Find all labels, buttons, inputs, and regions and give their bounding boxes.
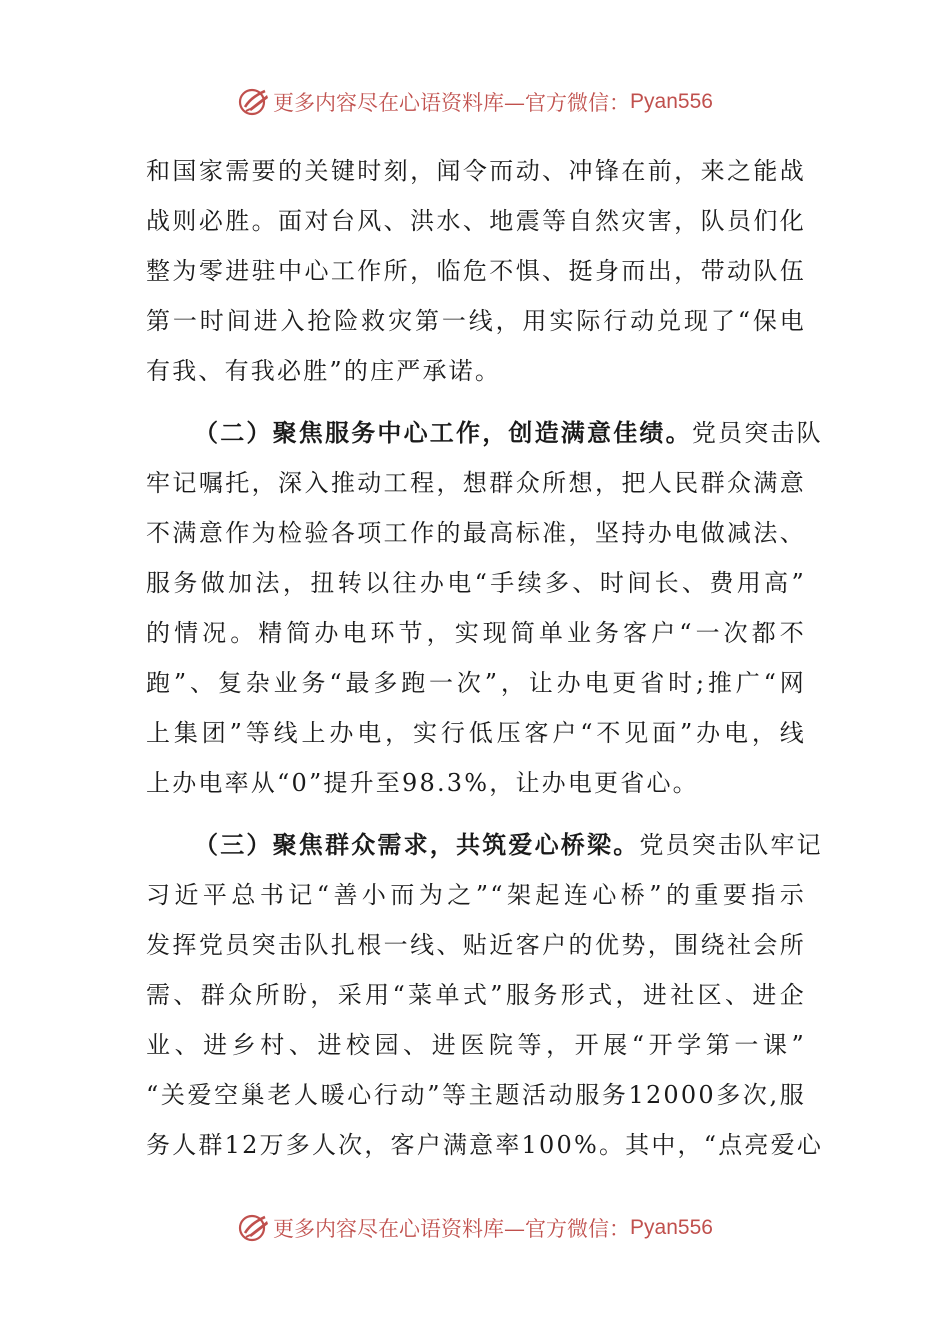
banner-text: 更多内容尽在心语资料库—官方微信： [273, 1217, 631, 1241]
text-line: 习近平总书记“善小而为之”“架起连心桥”的重要指示 [146, 881, 806, 909]
paragraph-1 [146, 146, 806, 396]
text-line: 需、群众所盼，采用“菜单式”服务形式，进社区、进企 [146, 981, 806, 1009]
text-line: 牢记嘱托，深入推动工程，想群众所想，把人民群众满意 [146, 469, 806, 497]
text-line: 上集团”等线上办电，实行低压客户“不见面”办电，线 [146, 719, 806, 747]
text-line: 不满意作为检验各项工作的最高标准，坚持办电做减法、 [146, 519, 806, 547]
text-line: 第一时间进入抢险救灾第一线，用实际行动兑现了“保电 [146, 307, 806, 335]
text-line: 业、进乡村、进校园、进医院等，开展“开学第一课” [146, 1031, 806, 1059]
text-line [146, 820, 823, 870]
banner-wechat-id: Pyan556 [630, 90, 713, 113]
text-line: “关爱空巢老人暖心行动”等主题活动服务12000多次,服 [146, 1081, 806, 1109]
pen-logo-icon [237, 1211, 271, 1245]
text-line: 的情况。精简办电环节，实现简单业务客户“一次都不 [146, 619, 806, 647]
text-run: 党员突击队牢记 [639, 831, 823, 859]
text-line: 和国家需要的关键时刻，闻令而动、冲锋在前，来之能战 [146, 157, 806, 185]
text-line: 有我、有我必胜”的庄严承诺。 [146, 357, 502, 385]
paragraph-2 [146, 408, 823, 808]
section-heading: （二）聚焦服务中心工作，创造满意佳绩。 [194, 418, 692, 447]
header-banner [0, 80, 950, 124]
document-body [146, 146, 824, 1182]
text-run: 党员突击队 [691, 419, 823, 447]
text-line: 服务做加法，扭转以往办电“手续多、时间长、费用高” [146, 569, 806, 597]
banner-wechat-id: Pyan556 [630, 1216, 713, 1239]
banner-text: 更多内容尽在心语资料库—官方微信： [273, 91, 631, 115]
text-line [146, 408, 823, 458]
text-line: 整为零进驻中心工作所，临危不惧、挺身而出，带动队伍 [146, 257, 806, 285]
text-line: 发挥党员突击队扎根一线、贴近客户的优势，围绕社会所 [146, 931, 806, 959]
footer-banner [0, 1206, 950, 1250]
pen-logo-icon [237, 85, 271, 119]
text-line: 务人群12万多人次，客户满意率100%。其中，“点亮爱心 [146, 1131, 824, 1159]
text-line: 战则必胜。面对台风、洪水、地震等自然灾害，队员们化 [146, 207, 806, 235]
text-line: 上办电率从“0”提升至98.3%，让办电更省心。 [146, 769, 699, 797]
text-line: 跑”、复杂业务“最多跑一次”，让办电更省时;推广“网 [146, 669, 806, 697]
section-heading: （三）聚焦群众需求，共筑爱心桥梁。 [194, 830, 640, 859]
paragraph-3 [146, 820, 824, 1170]
